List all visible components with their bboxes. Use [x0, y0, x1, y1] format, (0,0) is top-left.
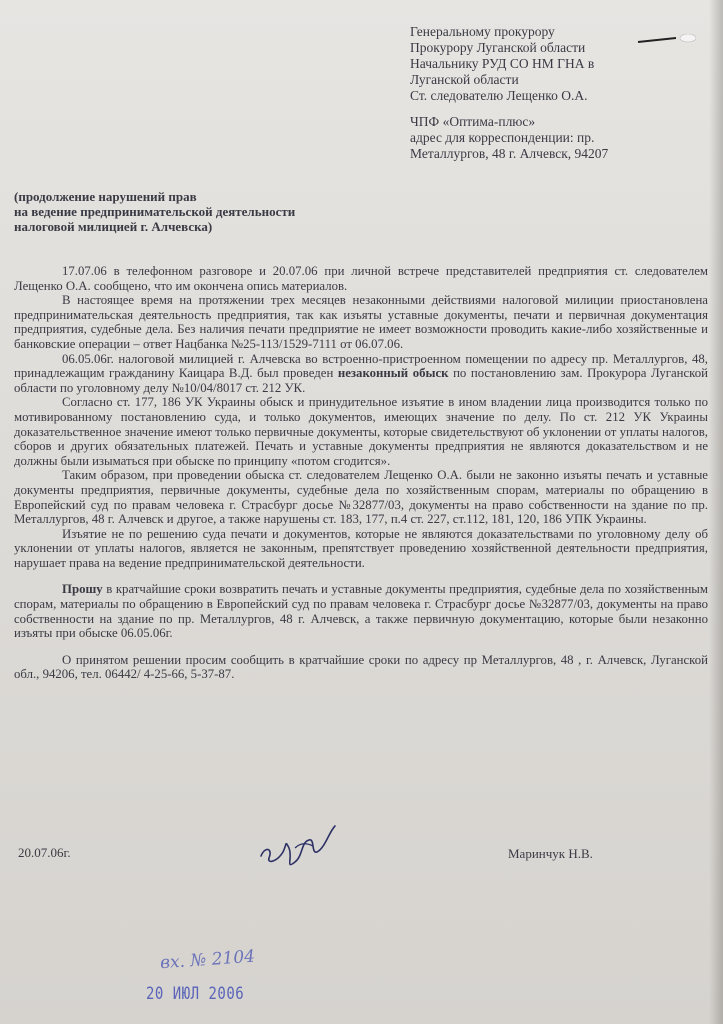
signature: [255, 818, 345, 878]
emphasis-text: незаконный обыск: [337, 366, 449, 381]
heading-line: налоговой милицией г. Алчевска): [14, 219, 213, 234]
paragraph: Согласно ст. 177, 186 УК Украины обыск и принудительное изъятие в ином владении лица производится только по мотивированному постановлению суда, и только документов, имеющих значение по делу. По ст. 212 УК Украины доказательственное значение имеют только первичные документы, которые свидетельствуют об уклонении от уплаты налогов, сборов и других обязательных платежей. Печать и уставные документы предприятия не являются доказательством и не должны были изыматься при обыске по принципу «потом сгодится».: [14, 395, 708, 468]
sender-line: ЧПФ «Оптима-плюс»: [410, 114, 536, 129]
addressee-line: Луганской области: [410, 72, 519, 87]
signer-name: Маринчук Н.В.: [508, 846, 593, 861]
heading-line: на ведение предпринимательской деятельности: [14, 204, 296, 219]
sender-line: Металлургов, 48 г. Алчевск, 94207: [410, 146, 609, 161]
heading-line: (продолжение нарушений прав: [14, 189, 197, 204]
addressee-line: Начальнику РУД СО НМ ГНА в: [410, 56, 595, 71]
letter-body: [14, 264, 708, 682]
sender-block: [410, 114, 715, 162]
paragraph: О принятом решении просим сообщить в кратчайшие сроки по адресу пр Металлургов, 48 , г. Алчевск, Луганской обл., 94206, тел. 06442/ 4-25-66, 5-37-87.: [14, 652, 708, 682]
page-edge-shadow: [709, 0, 723, 1024]
paragraph: 17.07.06 в телефонном разговоре и 20.07.06 при личной встрече представителей предприятия ст. следователем Лещенко О.А. сообщено, что им окончена опись материалов.: [14, 264, 708, 293]
addressee-line: Прокурору Луганской области: [410, 40, 586, 55]
continuation-heading: [14, 189, 414, 234]
addressee-line: Генеральному прокурору: [410, 24, 555, 39]
addressee-line: Ст. следователю Лещенко О.А.: [410, 88, 588, 103]
paragraph-text: в кратчайшие сроки возвратить печать и уставные документы предприятия, судебные дела по хозяйственным спорам, материалы по обращению в Европейский суд по правам человека г. Страсбург досье №32877/03, документы на право собственности на здание по пр. Металлургов, 48 г. Алчевск, а также первичную документацию, которые были незаконно изъяты при обыске 06.05.06г.: [14, 582, 708, 641]
incoming-number-note: вх. № 2104: [159, 946, 256, 974]
paragraph: В настоящее время на протяжении трех месяцев незаконными действиями налоговой милиции приостановлена предпринимательская деятельность предприятия, так как изъяты уставные документы, печати и первичная документация предприятия, судебные дела. Без наличия печати предприятие не имеет возможности проводить какие-либо хозяйственные и банковские операции – ответ Нацбанка №25-113/1529-7111 от 06.07.06.: [14, 293, 708, 351]
sender-line: адрес для корреспонденции: пр.: [410, 130, 595, 145]
request-keyword: Прошу: [62, 582, 103, 597]
request-paragraph: [14, 582, 708, 640]
received-date-stamp: 20 ИЮЛ 2006: [146, 984, 245, 1004]
paragraph: Таким образом, при проведении обыска ст. следователем Лещенко О.А. были не законно изъяты печать и уставные документы предприятия, первичные документы, судебные дела по хозяйственным спорам, материалы по обращению в Европейский суд по правам человека г. Страсбург досье №32877/03, документы на право собственности на здание по пр. Металлургов, 48 г. Алчевск и другое, а также нарушены ст. 183, 177, п.4 ст. 227, ст.112, 181, 120, 186 УПК Украины.: [14, 468, 708, 527]
letter-date: 20.07.06г.: [18, 845, 71, 860]
pen-mark: [636, 34, 696, 46]
paragraph: [14, 352, 708, 396]
paragraph-text: 06.05.06г. налоговой милицией г. Алчевска во встроенно-пристроенном помещении по адресу пр. Металлургов, 48, принадлежащим гражданину Каицара В.Д. был проведен: [14, 351, 708, 381]
paragraph: Изъятие не по решению суда печати и документов, которые не являются доказательствами по уголовному делу об уклонении от уплаты налогов, является не законным, препятствует проведению хозяйственной деятельности предприятия, нарушает права на ведение предпринимательской деятельности.: [14, 526, 708, 570]
paragraph-text: по постановлению зам. Прокурора Луганской области по уголовному делу №10/04/8017 ст. 212 УК.: [14, 366, 708, 395]
